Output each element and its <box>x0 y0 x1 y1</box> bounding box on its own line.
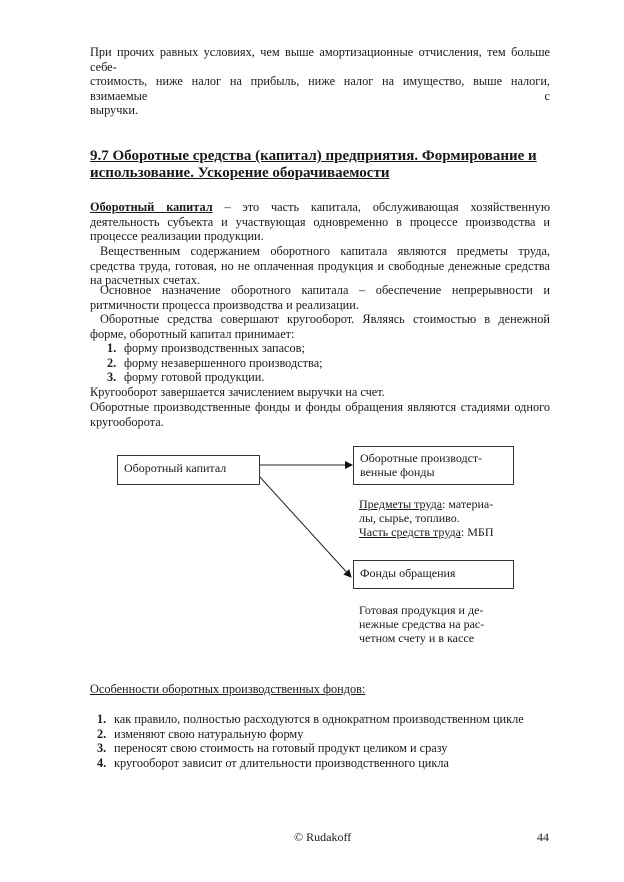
diagram-box-circulation-funds: Фонды обращения <box>353 560 514 589</box>
paragraph-substance: Вещественным содержанием оборотного капитала являются предметы труда, средства труда, готовая, но не оплаченная продукция и свободные денежные средства на расчетных счетах. <box>90 244 550 288</box>
footer-copyright: © Rudakoff <box>294 830 352 844</box>
arrow-to-circulation-funds <box>259 476 351 577</box>
list-item: 2. изменяют свою натуральную форму <box>97 726 304 741</box>
list-item: 1. как правило, полностью расходуются в однократном производственном цикле <box>97 712 524 726</box>
paragraph-circulation: Оборотные средства совершают кругооборот. Являясь стоимостью в денежной форме, оборотный капитал принимает: <box>90 312 550 341</box>
section-heading: 9.7 Оборотные средства (капитал) предприятия. Формирование и использование. Ускорение оборачиваемости <box>90 148 537 181</box>
intro-line-3: выручки. <box>90 103 139 118</box>
definition-term: Оборотный капитал <box>90 200 213 214</box>
list-item: 3. переносят свою стоимость на готовый продукт целиком и сразу <box>97 741 448 756</box>
list-item: 4. кругооборот зависит от длительности производственного цикла <box>97 755 449 770</box>
list-item: 2. форму незавершенного производства; <box>107 355 323 370</box>
production-funds-note: Предметы труда: материа-лы, сырье, топливо. Часть средств труда: МБП <box>359 497 494 540</box>
list-item: 3. форму готовой продукции. <box>107 370 265 385</box>
definition-text: – это часть капитала, обслуживающая хозяйственную деятельность субъекта и участвующая одновременно в процессе производства и процессе реализации продукции. <box>90 200 551 244</box>
features-list <box>97 712 524 770</box>
paragraph-purpose: Основное назначение оборотного капитала – обеспечение непрерывности и ритмичности процесса производства и реализации. <box>90 283 550 312</box>
paragraph-stages: Оборотные производственные фонды и фонды обращения являются стадиями одного кругооборота. <box>90 400 550 429</box>
circulation-funds-note: Готовая продукция и де-нежные средства на рас-четном счету и в кассе <box>359 603 485 646</box>
intro-line-2: стоимость, ниже налог на прибыль, ниже налог на имущество, выше налоги, взимаемые с <box>90 74 550 103</box>
page-number: 44 <box>537 830 549 844</box>
diagram-box-production-funds: Оборотные производст-венные фонды <box>353 446 514 485</box>
features-title: Особенности оборотных производственных фондов: <box>90 682 366 696</box>
paragraph-completion: Кругооборот завершается зачислением выручки на счет. <box>90 385 385 399</box>
intro-line-1: При прочих равных условиях, чем выше амортизационные отчисления, тем больше себе- <box>90 45 550 74</box>
diagram-box-working-capital: Оборотный капитал <box>117 455 260 485</box>
list-item: 1. форму производственных запасов; <box>107 341 305 355</box>
